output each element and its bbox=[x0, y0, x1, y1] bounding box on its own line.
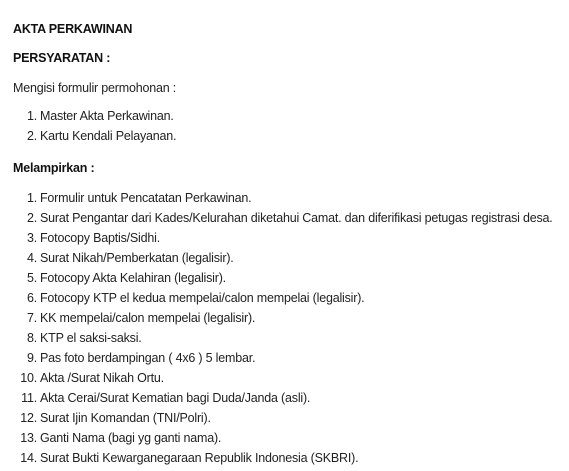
attachments-list bbox=[13, 190, 553, 470]
list-item-text: Surat Ijin Komandan (TNI/Polri). bbox=[40, 411, 211, 425]
list-item bbox=[13, 410, 553, 430]
list-item bbox=[13, 310, 553, 330]
list-item-number: 11. bbox=[21, 391, 37, 405]
list-item-number: 2. bbox=[26, 211, 37, 225]
list-item-text: Fotocopy Akta Kelahiran (legalisir). bbox=[40, 271, 226, 285]
attachments-heading: Melampirkan : bbox=[13, 161, 95, 175]
list-item-text: Akta Cerai/Surat Kematian bagi Duda/Janda (asli). bbox=[40, 391, 311, 405]
list-item bbox=[13, 108, 176, 128]
list-item-number: 13. bbox=[20, 431, 37, 445]
list-item-number: 1. bbox=[26, 191, 37, 205]
list-item-number: 6. bbox=[26, 291, 37, 305]
list-item-number: 10. bbox=[20, 371, 37, 385]
list-item bbox=[13, 250, 553, 270]
list-item bbox=[13, 350, 553, 370]
list-item bbox=[13, 370, 553, 390]
list-item-number: 4. bbox=[26, 251, 37, 265]
list-item-number: 9. bbox=[26, 351, 37, 365]
page-title: AKTA PERKAWINAN bbox=[13, 22, 133, 36]
list-item-text: KTP el saksi-saksi. bbox=[40, 331, 142, 345]
list-item-number: 3. bbox=[26, 231, 37, 245]
list-item-number: 7. bbox=[26, 311, 37, 325]
list-item-text: Formulir untuk Pencatatan Perkawinan. bbox=[40, 191, 252, 205]
intro-text: Mengisi formulir permohonan : bbox=[13, 81, 177, 95]
list-item bbox=[13, 230, 553, 250]
list-item bbox=[13, 450, 553, 470]
requirements-heading: PERSYARATAN : bbox=[13, 51, 111, 65]
list-item-text: KK mempelai/calon mempelai (legalisir). bbox=[40, 311, 256, 325]
list-item-text: Surat Nikah/Pemberkatan (legalisir). bbox=[40, 251, 234, 265]
list-item-text: Akta /Surat Nikah Ortu. bbox=[40, 371, 164, 385]
list-item bbox=[13, 330, 553, 350]
list-item-text: Ganti Nama (bagi yg ganti nama). bbox=[40, 431, 222, 445]
form-list bbox=[13, 108, 176, 148]
list-item bbox=[13, 430, 553, 450]
list-item-number: 5. bbox=[26, 271, 37, 285]
list-item-number: 1. bbox=[26, 109, 37, 123]
list-item-text: Surat Pengantar dari Kades/Kelurahan diketahui Camat. dan diferifikasi petugas registrasi desa. bbox=[40, 211, 553, 225]
list-item-text: Surat Bukti Kewarganegaraan Republik Indonesia (SKBRI). bbox=[40, 451, 359, 465]
list-item bbox=[13, 210, 553, 230]
list-item-text: Kartu Kendali Pelayanan. bbox=[40, 129, 177, 143]
list-item-text: Pas foto berdampingan ( 4x6 ) 5 lembar. bbox=[40, 351, 256, 365]
list-item-text: Fotocopy Baptis/Sidhi. bbox=[40, 231, 160, 245]
list-item bbox=[13, 270, 553, 290]
list-item-number: 12. bbox=[20, 411, 37, 425]
list-item bbox=[13, 290, 553, 310]
list-item bbox=[13, 128, 176, 148]
list-item-number: 2. bbox=[26, 129, 37, 143]
list-item bbox=[13, 190, 553, 210]
list-item-text: Master Akta Perkawinan. bbox=[40, 109, 174, 123]
list-item-text: Fotocopy KTP el kedua mempelai/calon mempelai (legalisir). bbox=[40, 291, 365, 305]
list-item-number: 8. bbox=[26, 331, 37, 345]
list-item bbox=[13, 390, 553, 410]
list-item-number: 14. bbox=[20, 451, 37, 465]
